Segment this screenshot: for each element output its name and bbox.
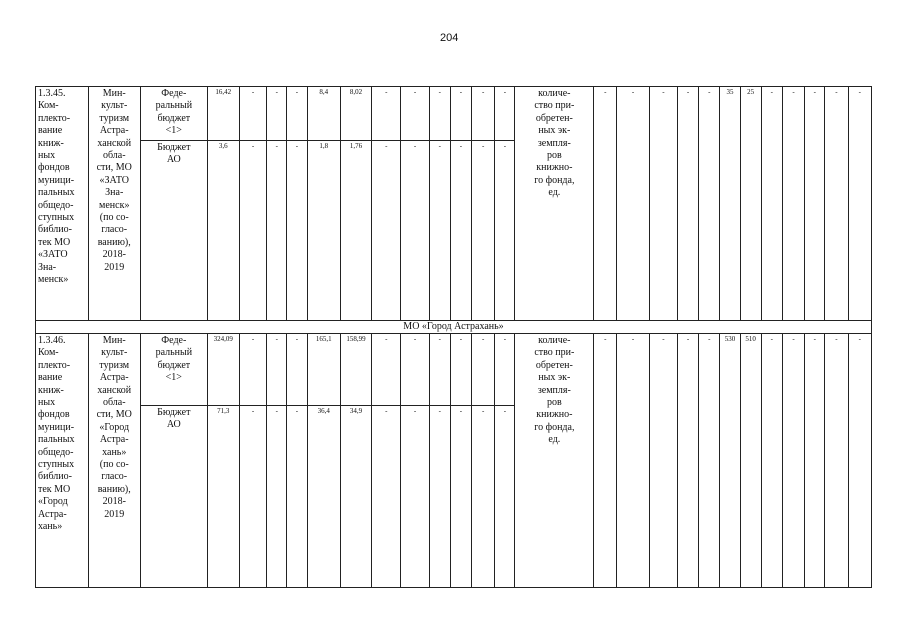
value-cell: -	[267, 141, 287, 321]
indicator-cell: количе- ство при- обретен- ных эк- земпля- ров книжно- го фонда, ед.	[515, 334, 594, 588]
funding-source-cell: Феде- ральный бюджет <1>	[141, 334, 208, 406]
value-cell: -	[472, 334, 495, 406]
executor-cell: Мин- культ- туризм Астра- ханской обла- сти, МО «Город Астра- хань» (по со- гласо- ванию), 2018- 2019	[88, 334, 141, 588]
value-cell: -	[472, 406, 495, 588]
target-cell: -	[805, 334, 825, 588]
target-cell: -	[825, 334, 848, 588]
value-cell: -	[287, 406, 307, 588]
target-cell: -	[649, 334, 677, 588]
value-cell: -	[239, 87, 266, 141]
target-cell: 510	[740, 334, 761, 588]
target-cell: -	[678, 334, 699, 588]
indicator-cell: количе- ство при- обретен- ных эк- земпля- ров книжно- го фонда, ед.	[515, 87, 594, 321]
value-cell: -	[495, 334, 515, 406]
value-cell: -	[429, 87, 450, 141]
target-cell: -	[848, 334, 871, 588]
section-row	[36, 321, 872, 334]
value-cell: 158,99	[340, 334, 371, 406]
target-cell: 25	[740, 87, 761, 321]
value-cell: -	[267, 406, 287, 588]
value-cell: -	[267, 334, 287, 406]
value-cell: 8,02	[340, 87, 371, 141]
value-cell: 1,76	[340, 141, 371, 321]
value-cell: -	[429, 406, 450, 588]
target-cell: 530	[720, 334, 740, 588]
value-cell: -	[287, 141, 307, 321]
table-row	[36, 87, 872, 141]
target-cell: -	[825, 87, 848, 321]
funding-source-cell: Феде- ральный бюджет <1>	[141, 87, 208, 141]
value-cell: -	[372, 87, 401, 141]
value-cell: 16,42	[207, 87, 239, 141]
target-cell: -	[594, 87, 617, 321]
value-cell: -	[239, 141, 266, 321]
target-cell: 35	[720, 87, 740, 321]
target-cell: -	[649, 87, 677, 321]
value-cell: 71,3	[207, 406, 239, 588]
value-cell: -	[495, 87, 515, 141]
target-cell: -	[678, 87, 699, 321]
target-cell: -	[782, 334, 804, 588]
target-cell: -	[761, 87, 782, 321]
value-cell: -	[450, 334, 471, 406]
value-cell: -	[429, 141, 450, 321]
value-cell: -	[429, 334, 450, 406]
value-cell: -	[450, 406, 471, 588]
target-cell: -	[594, 334, 617, 588]
target-cell: -	[782, 87, 804, 321]
value-cell: -	[239, 334, 266, 406]
value-cell: 3,6	[207, 141, 239, 321]
executor-cell: Мин- культ- туризм Астра- ханской обла- сти, МО «ЗАТО Зна- менск» (по со- гласо- ванию), 2018- 2019	[88, 87, 141, 321]
measure-code-cell: 1.3.45. Ком- плекто- вание книж- ных фондов муници- пальных общедо- ступных библио- тек МО «ЗАТО Зна- менск»	[36, 87, 89, 321]
value-cell: -	[401, 87, 429, 141]
value-cell: 324,09	[207, 334, 239, 406]
value-cell: -	[495, 406, 515, 588]
value-cell: 1,8	[307, 141, 340, 321]
value-cell: -	[401, 406, 429, 588]
value-cell: -	[372, 141, 401, 321]
value-cell: -	[472, 141, 495, 321]
value-cell: -	[372, 406, 401, 588]
target-cell: -	[699, 334, 720, 588]
value-cell: -	[401, 334, 429, 406]
target-cell: -	[617, 87, 649, 321]
target-cell: -	[761, 334, 782, 588]
value-cell: 8,4	[307, 87, 340, 141]
target-cell: -	[699, 87, 720, 321]
page-number: 204	[440, 32, 459, 44]
target-cell: -	[617, 334, 649, 588]
target-cell: -	[848, 87, 871, 321]
program-table	[35, 86, 872, 588]
value-cell: -	[495, 141, 515, 321]
table-row	[36, 334, 872, 406]
value-cell: -	[401, 141, 429, 321]
value-cell: 34,9	[340, 406, 371, 588]
value-cell: -	[287, 87, 307, 141]
value-cell: -	[287, 334, 307, 406]
funding-source-cell: Бюджет АО	[141, 406, 208, 588]
value-cell: -	[372, 334, 401, 406]
value-cell: -	[239, 406, 266, 588]
funding-source-cell: Бюджет АО	[141, 141, 208, 321]
value-cell: 165,1	[307, 334, 340, 406]
measure-code-cell: 1.3.46. Ком- плекто- вание книж- ных фондов муници- пальных общедо- ступных библио- тек МО «Город Астра- хань»	[36, 334, 89, 588]
value-cell: -	[267, 87, 287, 141]
value-cell: -	[450, 87, 471, 141]
target-cell: -	[805, 87, 825, 321]
value-cell: -	[450, 141, 471, 321]
value-cell: 36,4	[307, 406, 340, 588]
section-header: МО «Город Астрахань»	[36, 321, 872, 334]
value-cell: -	[472, 87, 495, 141]
